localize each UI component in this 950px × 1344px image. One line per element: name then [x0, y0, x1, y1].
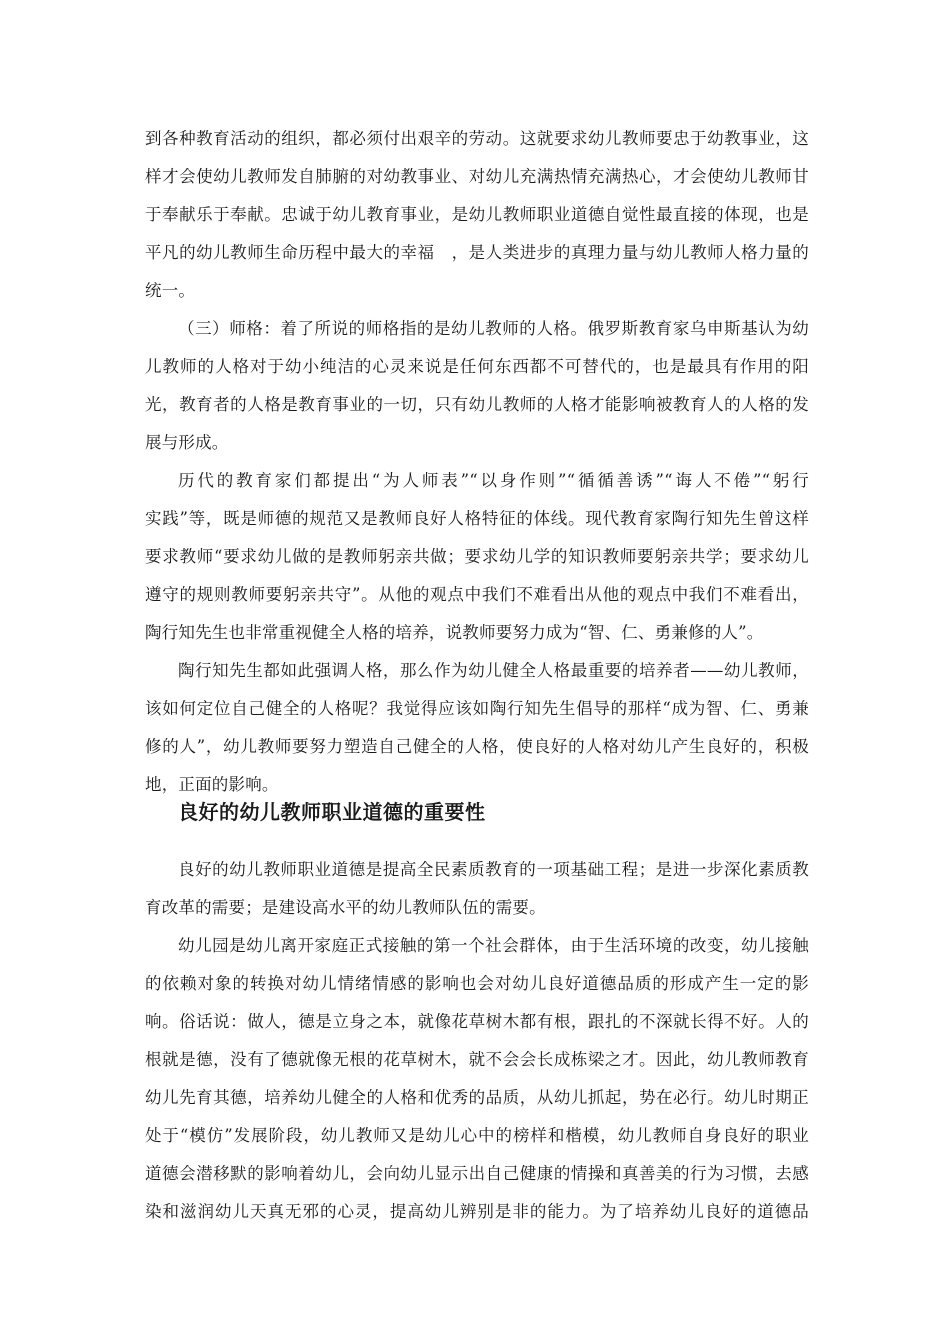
text-line: 到各种教育活动的组织，都必须付出艰辛的劳动。这就要求幼儿教师要忠于幼教事业，这: [145, 129, 809, 148]
text-line: 儿教师的人格对于幼小纯洁的心灵来说是任何东西都不可替代的，也是最具有作用的阳: [145, 357, 809, 376]
text-line: 样才会使幼儿教师发自肺腑的对幼教事业、对幼儿充满热情充满热心，才会使幼儿教师甘: [145, 167, 809, 186]
text-line: 实践”等，既是师德的规范又是教师良好人格特征的体线。现代教育家陶行知先生曾这样: [145, 509, 809, 528]
text-line: 该如何定位自己健全的人格呢？我觉得应该如陶行知先生倡导的那样“成为智、仁、勇兼: [145, 699, 809, 718]
text-line: 遵守的规则教师要躬亲共守”。从他的观点中我们不难看出从他的观点中我们不难看出，: [145, 585, 809, 604]
text-line: 光，教育者的人格是教育事业的一切，只有幼儿教师的人格才能影响被教育人的人格的发: [145, 395, 809, 414]
text-line: 良好的幼儿教师职业道德是提高全民素质教育的一项基础工程；是进一步深化素质教: [178, 860, 809, 879]
text-line: 陶行知先生都如此强调人格，那么作为幼儿健全人格最重要的培养者——幼儿教师，: [178, 661, 809, 680]
text-line: 的依赖对象的转换对幼儿情绪情感的影响也会对幼儿良好道德品质的形成产生一定的影: [145, 974, 809, 993]
text-line: 响。俗话说：做人，德是立身之本，就像花草树木都有根，跟扎的不深就长得不好。人的: [145, 1012, 809, 1031]
text-line: 染和滋润幼儿天真无邪的心灵，提高幼儿辨别是非的能力。为了培养幼儿良好的道德品: [145, 1202, 809, 1221]
text-line: 育改革的需要；是建设高水平的幼儿教师队伍的需要。: [145, 898, 546, 917]
text-line: 幼儿园是幼儿离开家庭正式接触的第一个社会群体，由于生活环境的改变，幼儿接触: [178, 936, 809, 955]
text-line: 展与形成。: [145, 433, 229, 452]
text-line: 根就是德，没有了德就像无根的花草树木，就不会会长成栋梁之才。因此，幼儿教师教育: [145, 1050, 809, 1069]
text-line: 要求教师“要求幼儿做的是教师躬亲共做；要求幼儿学的知识教师要躬亲共学；要求幼儿: [145, 547, 809, 566]
text-line: 统一。: [145, 281, 196, 300]
section-heading: 良好的幼儿教师职业道德的重要性: [178, 800, 486, 824]
text-line: 道德会潜移默的影响着幼儿，会向幼儿显示出自己健康的情操和真善美的行为习惯，去感: [145, 1164, 809, 1183]
text-line: 修的人”，幼儿教师要努力塑造自己健全的人格，使良好的人格对幼儿产生良好的，积极: [145, 737, 809, 756]
text-line: 历代的教育家们都提出“为人师表”“以身作则”“循循善诱”“诲人不倦”“躬行: [178, 471, 809, 490]
text-line: （三）师格：着了所说的师格指的是幼儿教师的人格。俄罗斯教育家乌申斯基认为幼: [178, 319, 809, 338]
text-line: 幼儿先育其德，培养幼儿健全的人格和优秀的品质，从幼儿抓起，势在必行。幼儿时期正: [145, 1088, 809, 1107]
text-line: 陶行知先生也非常重视健全人格的培养，说教师要努力成为“智、仁、勇兼修的人”。: [145, 623, 764, 642]
text-line: 平凡的幼儿教师生命历程中最大的幸福 ，是人类进步的真理力量与幼儿教师人格力量的: [145, 243, 809, 262]
text-line: 地，正面的影响。: [145, 775, 279, 794]
text-line: 处于“模仿”发展阶段，幼儿教师又是幼儿心中的榜样和楷模，幼儿教师自身良好的职业: [145, 1126, 809, 1145]
text-line: 于奉献乐于奉献。忠诚于幼儿教育事业，是幼儿教师职业道德自觉性最直接的体现，也是: [145, 205, 809, 224]
